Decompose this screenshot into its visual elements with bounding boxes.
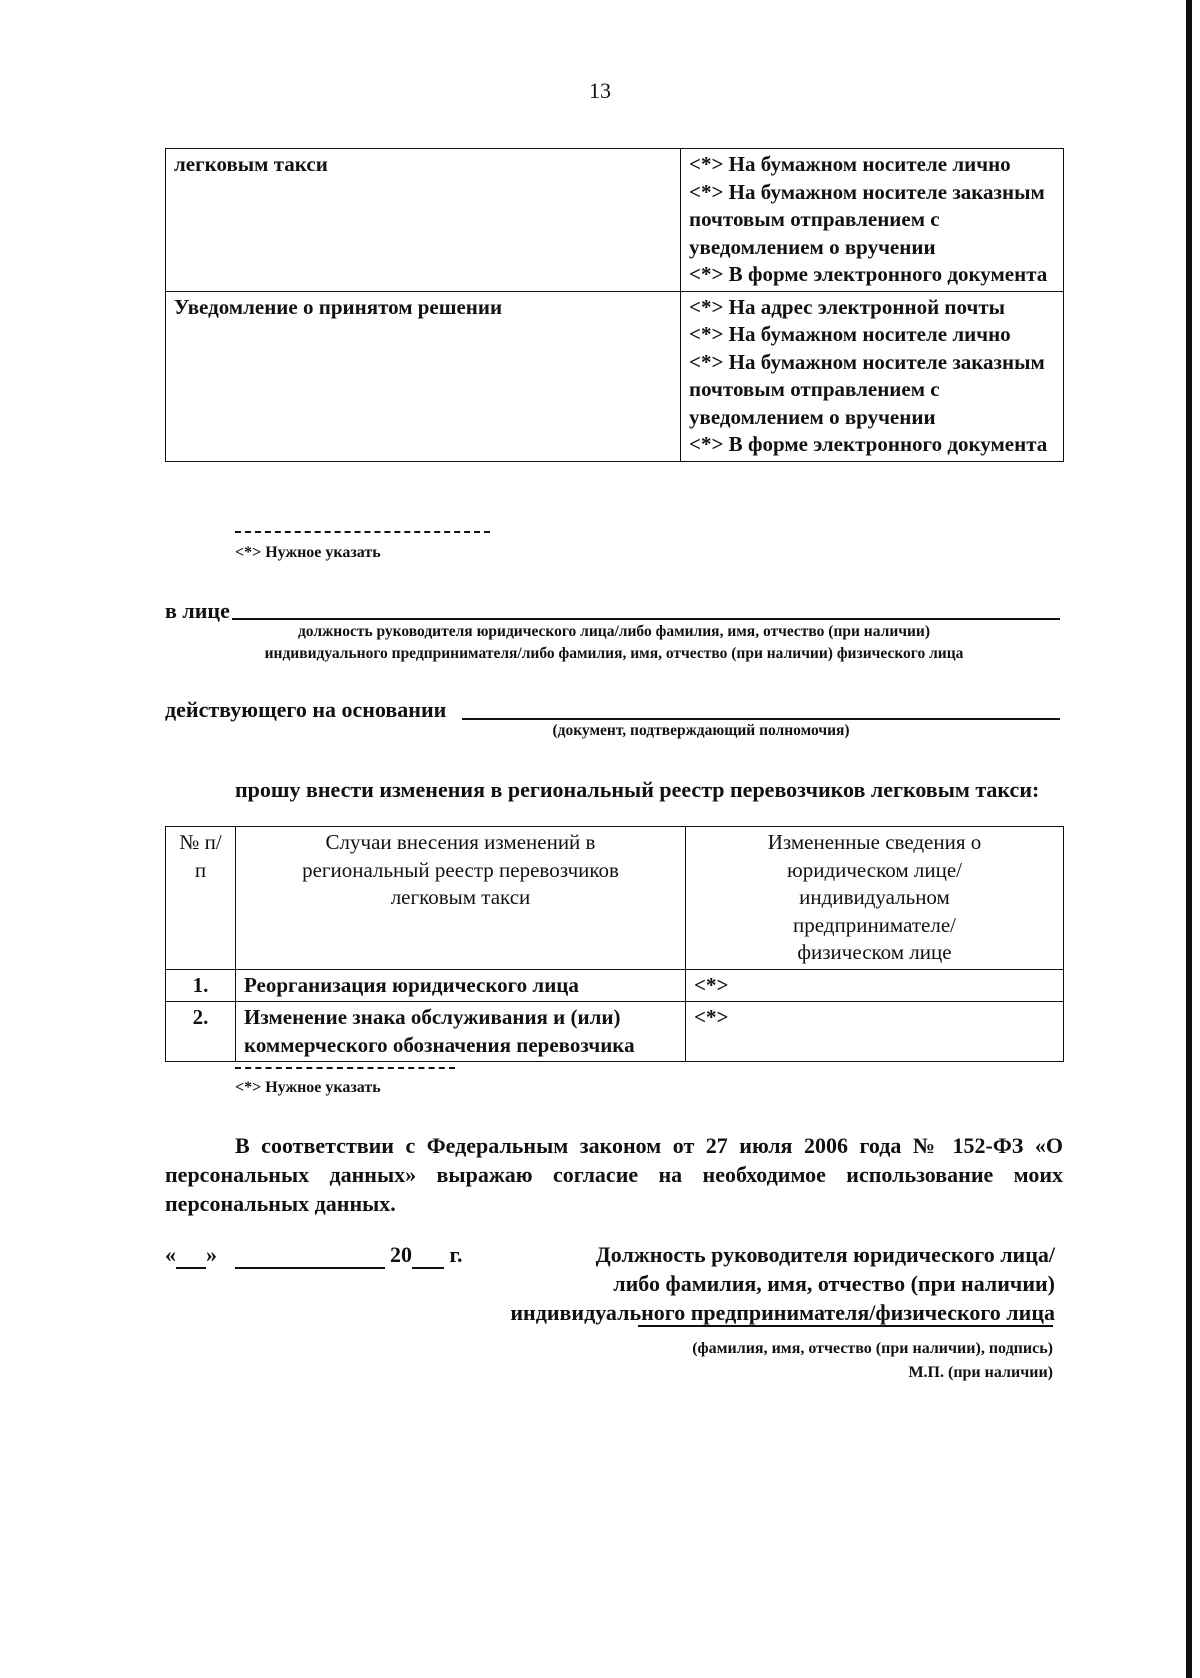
- table-row: [166, 969, 1064, 1002]
- footnote-text: <*> Нужное указать: [235, 1079, 381, 1096]
- table-row: [166, 149, 1064, 292]
- date-line: [165, 1240, 463, 1269]
- date-open-quote: «: [165, 1242, 176, 1267]
- footnote-text: <*> Нужное указать: [235, 544, 381, 561]
- year-prefix: 20: [390, 1242, 412, 1267]
- page-number: 13: [589, 78, 611, 103]
- table-row: [166, 1002, 1064, 1062]
- option-item: <*> На бумажном носителе лично: [689, 152, 1011, 176]
- basis-input-line[interactable]: [462, 695, 1060, 720]
- option-item: <*> В форме электронного документа: [689, 432, 1048, 456]
- table-cell-label: легковым такси: [166, 149, 681, 292]
- signature-caption: (фамилия, имя, отчество (при наличии), подпись): [692, 1340, 1053, 1357]
- table-header-row: [166, 827, 1064, 970]
- signatory-title: [500, 1240, 1055, 1327]
- row-num: 1.: [166, 969, 236, 1002]
- option-item: <*> На адрес электронной почты: [689, 294, 1006, 319]
- signatory-line-2: либо фамилия, имя, отчество (при наличии): [613, 1271, 1055, 1296]
- changes-table: [165, 826, 1064, 1062]
- signatory-line-1: Должность руководителя юридического лица/: [595, 1242, 1055, 1267]
- page-edge-border: [1186, 0, 1192, 1678]
- year-input-line[interactable]: [412, 1245, 444, 1269]
- option-item: <*> В форме электронного документа: [689, 262, 1048, 286]
- option-item: <*> На бумажном носителе заказным почтовым отправлением с уведомлением о вручении: [689, 179, 1045, 259]
- v-lice-caption-2: индивидуального предпринимателя/либо фамилия, имя, отчество (при наличии) физического лица: [264, 645, 964, 662]
- signature-input-line[interactable]: [638, 1325, 1053, 1327]
- table-cell-options: [681, 149, 1064, 292]
- row-value[interactable]: <*>: [686, 1002, 1064, 1062]
- month-input-line[interactable]: [235, 1245, 385, 1269]
- day-input-line[interactable]: [176, 1245, 206, 1269]
- request-text: прошу внести изменения в региональный реестр перевозчиков легковым такси:: [235, 777, 1040, 802]
- row-num: 2.: [166, 1002, 236, 1062]
- footnote-separator: [235, 531, 490, 533]
- year-suffix: г.: [449, 1242, 463, 1267]
- row-case: Изменение знака обслуживания и (или) коммерческого обозначения перевозчика: [236, 1002, 686, 1062]
- option-item: <*> На бумажном носителе заказным почтовым отправлением с уведомлением о вручении: [689, 349, 1045, 429]
- header-num: № п/п: [166, 827, 236, 970]
- table-cell-options: [681, 291, 1064, 461]
- row-case: Реорганизация юридического лица: [236, 969, 686, 1002]
- header-case: Случаи внесения изменений в региональный реестр перевозчиков легковым такси: [236, 827, 686, 970]
- v-lice-caption-1: должность руководителя юридического лица/либо фамилия, имя, отчество (при наличии): [297, 623, 931, 640]
- header-changed: Измененные сведения о юридическом лице/ индивидуальном предпринимателе/ физическом лице: [686, 827, 1064, 970]
- v-lice-input-line[interactable]: [232, 594, 1060, 620]
- basis-caption: (документ, подтверждающий полномочия): [552, 722, 850, 739]
- table-cell-label: Уведомление о принятом решении: [166, 291, 681, 461]
- v-lice-label: в лице: [165, 598, 230, 623]
- basis-label: действующего на основании: [165, 697, 447, 722]
- table-row: [166, 291, 1064, 461]
- signatory-line-3: индивидуального предпринимателя/физического лица: [510, 1300, 1055, 1325]
- option-item: <*> На бумажном носителе лично: [689, 322, 1011, 346]
- consent-paragraph: В соответствии с Федеральным законом от 27 июля 2006 года № 152-ФЗ «О персональных данных» выражаю согласие на необходимое использование моих персональных данных.: [165, 1133, 1063, 1216]
- row-value[interactable]: <*>: [686, 969, 1064, 1002]
- stamp-caption: М.П. (при наличии): [908, 1364, 1053, 1381]
- date-close-quote: »: [206, 1242, 217, 1267]
- delivery-method-table: [165, 148, 1064, 462]
- footnote-separator: [235, 1067, 455, 1069]
